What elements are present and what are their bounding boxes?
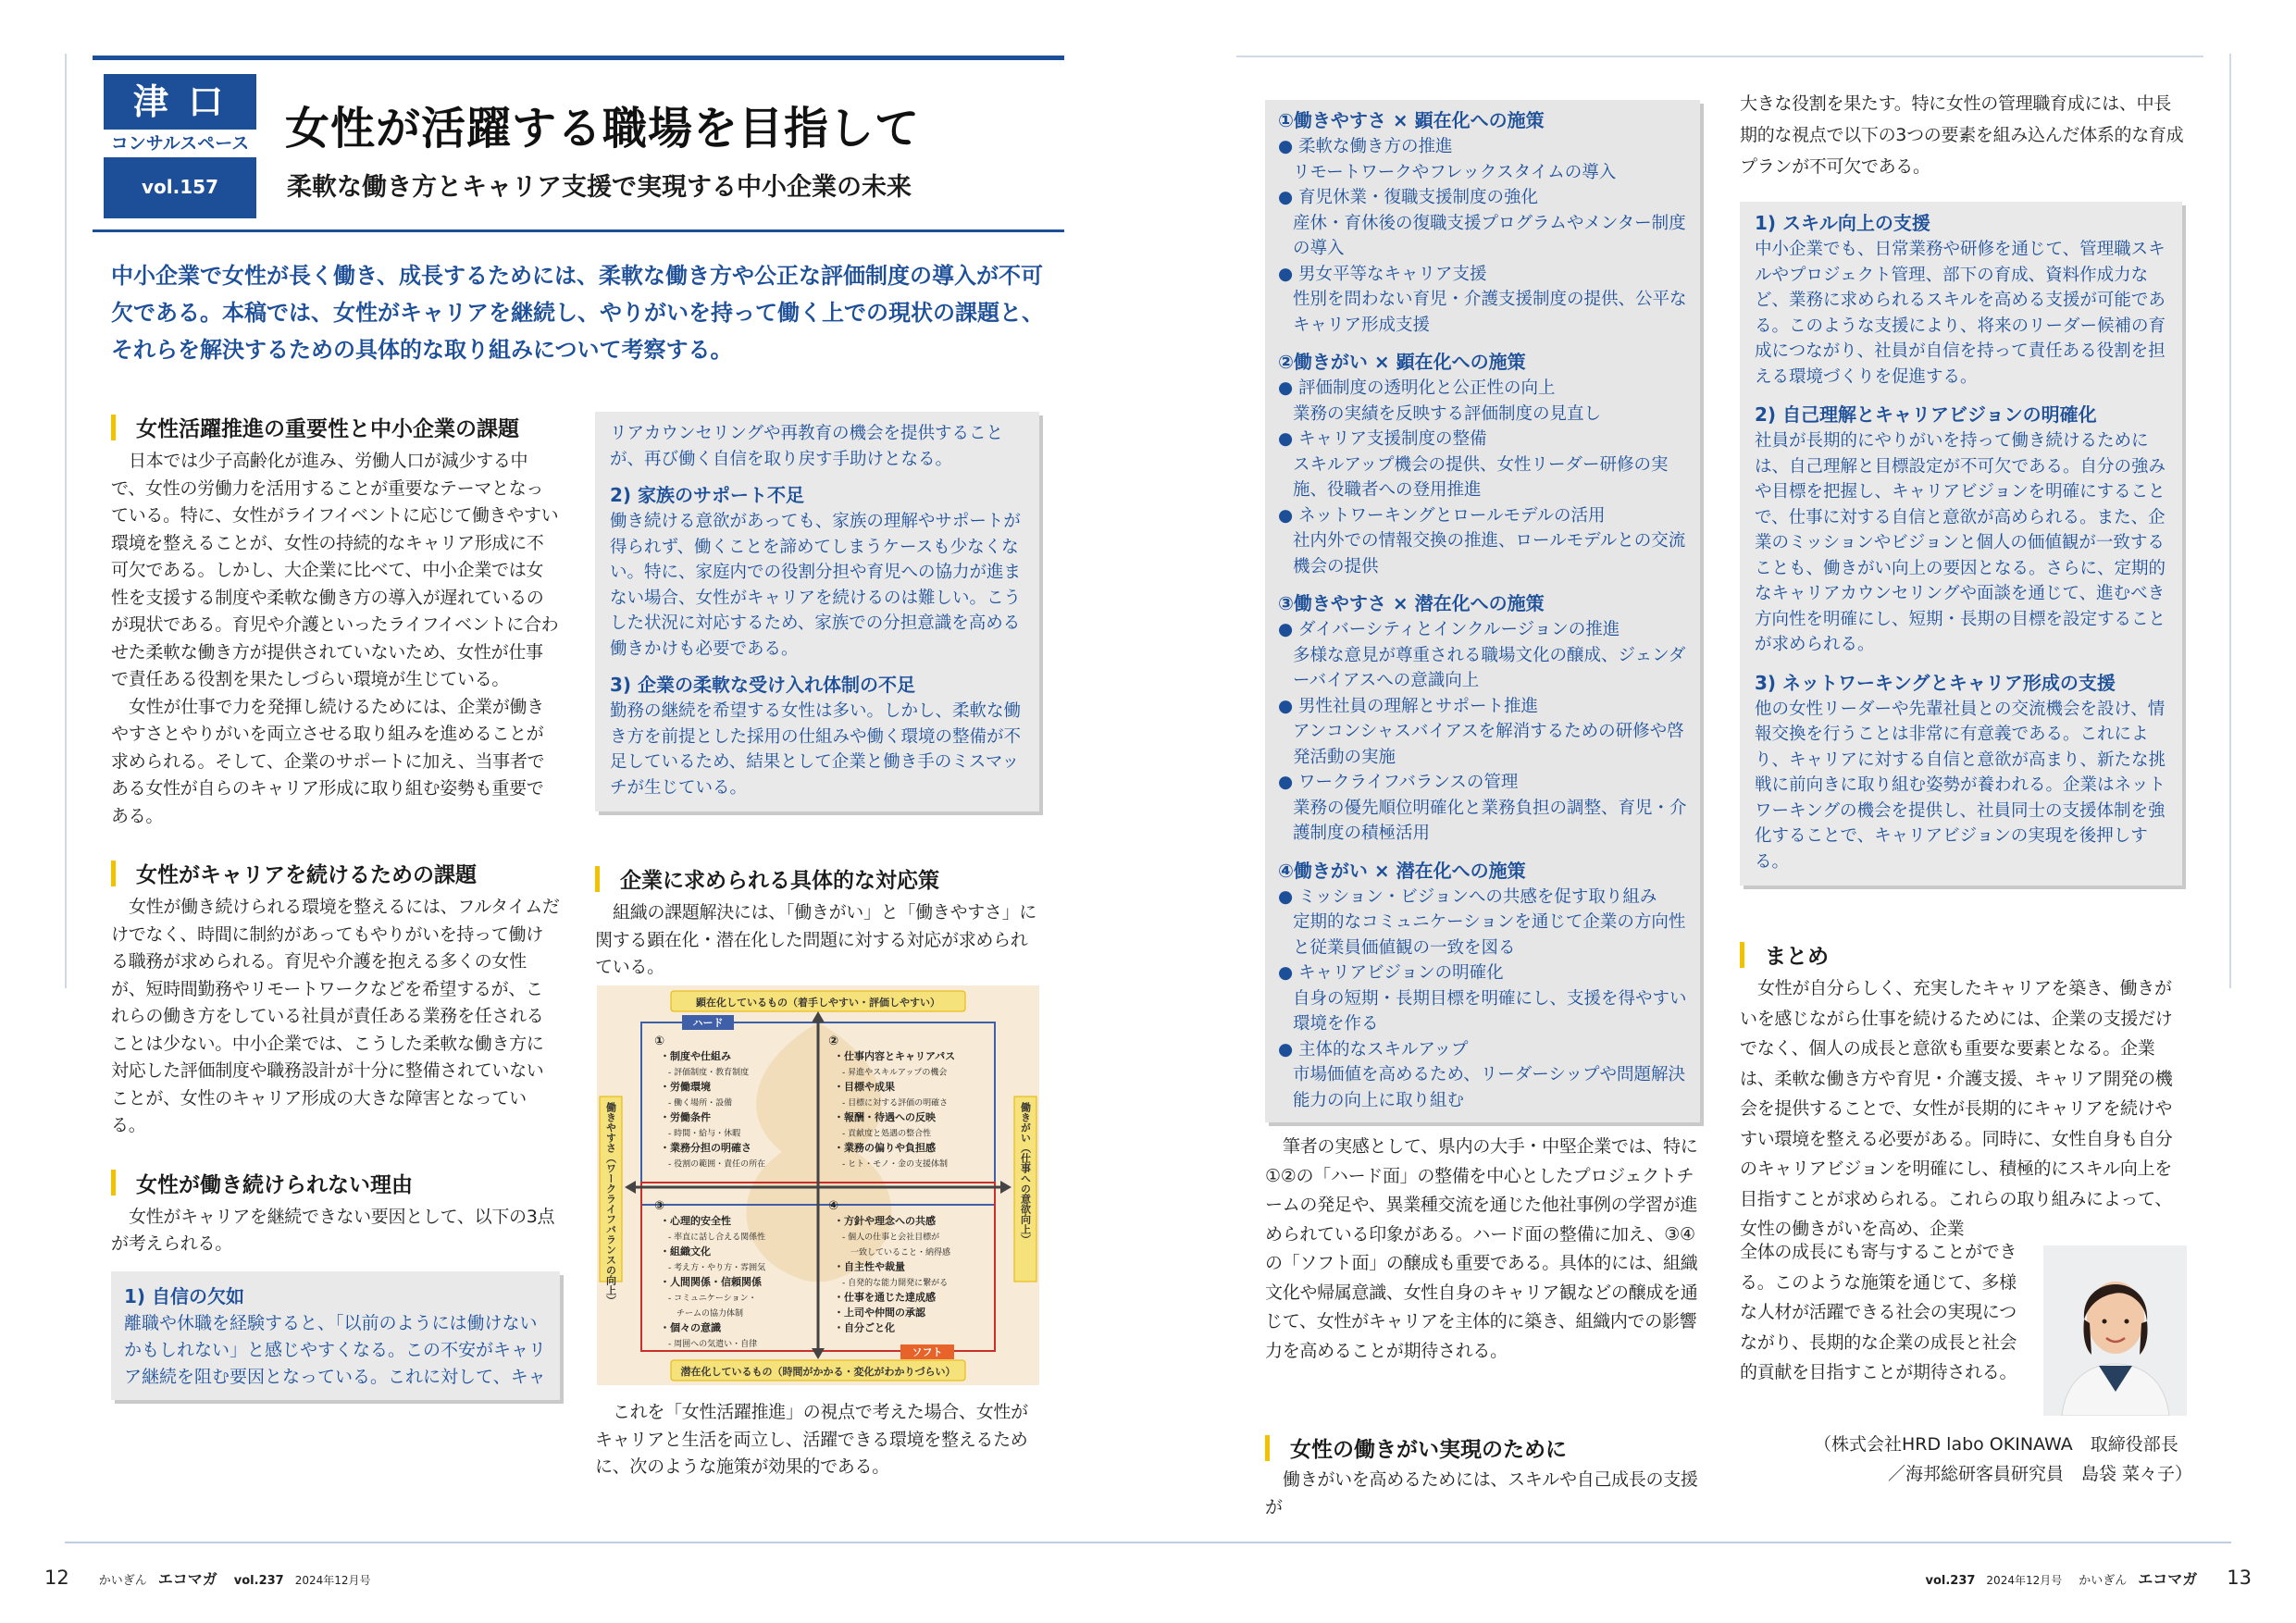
measure-item-title: ● キャリア支援制度の整備 xyxy=(1278,429,1487,449)
measure-item-detail: 性別を問わない育児・介護支援制度の提供、公平なキャリア形成支援 xyxy=(1293,290,1687,335)
date-left: 2024年12月号 xyxy=(294,1574,371,1587)
date-right: 2024年12月号 xyxy=(1986,1574,2063,1587)
section-3-body: 女性がキャリアを継続できない要因として、以下の3点が考えられる。 xyxy=(111,1206,555,1254)
measure-3-title: ③働きやすさ × 潜在化への施策 xyxy=(1278,592,1545,614)
top-rule xyxy=(93,56,1064,60)
section-heading-3: 女性が働き続けられない理由 xyxy=(111,1168,560,1198)
mag-brand-right: エコマガ xyxy=(2138,1570,2198,1588)
footer-rule xyxy=(65,1542,2231,1543)
measure-4-title: ④働きがい × 潜在化への施策 xyxy=(1278,859,1526,882)
author-line-1: （株式会社HRD labo OKINAWA 取締役部長 xyxy=(1814,1434,2178,1455)
section-heading-2: 女性がキャリアを続けるための課題 xyxy=(111,858,560,888)
quadrant-item: ・仕事内容とキャリアパス xyxy=(834,1050,956,1062)
section-2-body: 女性が働き続けられる環境を整えるには、フルタイムだけでなく、時間に制約があってもやりがいを持って働ける職務が求められる。育児や介護を抱える多くの女性が、短時間勤務やリモートワークなどを希望するが、これらの働き方をしている社員が責任ある業務を任されることは少ない。中小企業では、こうした柔軟な働き方に対応した評価制度や職務設計が十分に整備されていないことが、女性のキャリア形成の大きな障害となっている。 xyxy=(111,897,560,1135)
measure-item-detail: 定期的なコミュニケーションを通じて企業の方向性と従業員価値観の一致を図る xyxy=(1293,912,1686,958)
measure-item-detail: リモートワークやフレックスタイムの導入 xyxy=(1293,162,1617,182)
reason-box-continued xyxy=(595,412,1039,812)
column-4-top: 大きな役割を果たす。特に女性の管理職育成には、中長期的な視点で以下の3つの要素を組み込んだ体系的な育成プランが不可欠である。 xyxy=(1740,93,2184,177)
column-1 xyxy=(111,412,560,1400)
quadrant-item: ・個々の意識 xyxy=(660,1321,721,1334)
author-tag xyxy=(104,74,256,218)
measure-item-title: ● ネットワーキングとロールモデルの活用 xyxy=(1278,505,1606,526)
quadrant-item: ・業務の偏りや負担感 xyxy=(834,1142,936,1154)
measure-item-title: ● 柔軟な働き方の推進 xyxy=(1278,137,1453,156)
tag-name: 津 口 xyxy=(132,81,228,122)
column-3-body-2: 働きがいを高めるためには、スキルや自己成長の支援が xyxy=(1265,1469,1698,1518)
quadrant-item: ・目標や成果 xyxy=(834,1081,895,1093)
measure-item-detail: 社内外での情報交換の推進、ロールモデルとの交流機会の提供 xyxy=(1293,531,1686,576)
left-edge-rule xyxy=(65,54,67,988)
quadrant-item: - 個人の仕事と会社目標が xyxy=(834,1233,940,1243)
tag-vol: vol.157 xyxy=(142,176,218,198)
quadrant-item: - 率直に話し合える関係性 xyxy=(660,1233,766,1243)
section-heading-4: 企業に求められる具体的な対応策 xyxy=(595,863,1039,894)
lead-paragraph: 中小企業で女性が長く働き、成長するためには、柔軟な働き方や公正な評価制度の導入が不可欠である。本稿では、女性がキャリアを継続し、やりがいを持って働く上での現状の課題と、それらを解決するための具体的な取り組みについて考察する。 xyxy=(111,263,1044,363)
soft-label: ソフト xyxy=(912,1346,943,1358)
measure-item-title: ● ミッション・ビジョンへの共感を促す取り組み xyxy=(1278,886,1657,907)
quadrant-item: ・業務分担の明確さ xyxy=(660,1142,751,1154)
measure-item-title: ● 主体的なスキルアップ xyxy=(1278,1039,1469,1059)
support-1-text: 中小企業でも、日常業務や研修を通じて、管理職スキルやプロジェクト管理、部下の育成、資料作成力など、業務に求められるスキルを高める支援が可能である。このような支援により、将来のリーダー候補の育成につながり、社員が自信を持って責任ある役割を担える環境づくりを促進する。 xyxy=(1755,240,2166,387)
quadrant-item: ・労働環境 xyxy=(660,1081,711,1093)
reason-2-text: 働き続ける意欲があっても、家族の理解やサポートが得られず、働くことを諦めてしまうケースも少なくない。特に、家庭内での役割分担や育児への協力が進まない場合、女性がキャリアを続けるのは難しい。こうした状況に対応するため、家族での分担意識を高める働きかけも必要である。 xyxy=(610,512,1022,659)
quadrant-item: ・仕事を通じた達成感 xyxy=(834,1291,936,1304)
measure-item-detail: 多様な意見が尊重される職場文化の醸成、ジェンダーバイアスへの意識向上 xyxy=(1293,645,1686,690)
diagram-right-label: 働きがい（仕事への意欲向上） xyxy=(1019,1102,1032,1245)
right-edge-rule xyxy=(2229,54,2231,988)
support-2-title: 2) 自己理解とキャリアビジョンの明確化 xyxy=(1755,403,2097,426)
measure-item-title: ● 男女平等なキャリア支援 xyxy=(1278,264,1487,284)
tag-series: コンサルスペース xyxy=(104,130,256,157)
diagram-bottom-label: 潜在化しているもの（時間がかかる・変化がわかりづらい） xyxy=(680,1366,956,1378)
measure-3-list xyxy=(1278,617,1687,847)
quadrant-item: - 周囲への気遣い・自律 xyxy=(660,1340,758,1349)
mag-name-right: かいぎん xyxy=(2079,1574,2128,1588)
support-3-title: 3) ネットワーキングとキャリア形成の支援 xyxy=(1755,671,2116,694)
quadrant-item: ・上司や仲間の承認 xyxy=(834,1307,925,1319)
support-2-text: 社員が長期的にやりがいを持って働き続けるためには、自己理解と目標設定が不可欠である。自分の強みや目標を把握し、キャリアビジョンを明確にすることで、仕事に対する自信と意欲が高められる。また、企業のミッションやビジョンと個人の価値観が一致することも、働きがい向上の要因となる。さらに、定期的なキャリアカウンセリングや面談を通じて、進むべき方向性を明確にし、短期・長期の目標を設定することが求められる。 xyxy=(1755,431,2166,654)
reason-1-text: 離職や休職を経験すると、「以前のようには働けないかもしれない」と感じやすくなる。この不安がキャリア継続を阻む要因となっている。これに対して、キャ xyxy=(124,1312,547,1387)
measure-item-title: ● キャリアビジョンの明確化 xyxy=(1278,963,1504,983)
measure-1-title: ①働きやすさ × 顕在化への施策 xyxy=(1278,109,1545,131)
quadrant-item: - 働く場所・設備 xyxy=(660,1098,733,1109)
page-number-left: 12 xyxy=(44,1567,69,1589)
quadrant-item: - コミュニケーション・ xyxy=(660,1294,757,1304)
top-rule-right xyxy=(1236,56,2203,57)
summary-body-2: 全体の成長にも寄与することができる。このような施策を通じて、多様な人材が活躍できる社会の実現につながり、長期的な企業の成長と社会的貢献を目指すことが期待される。 xyxy=(1740,1242,2017,1382)
quadrant-item: - 自発的な能力開発に繋がる xyxy=(834,1279,949,1288)
quadrant-item: ・組織文化 xyxy=(660,1245,711,1258)
section-heading-1: 女性活躍推進の重要性と中小企業の課題 xyxy=(111,412,560,442)
diagram-left-label: 働きやすさ（ワークライフバランスの向上） xyxy=(604,1102,617,1306)
quadrant-item: - 考え方・やり方・雰囲気 xyxy=(660,1263,766,1273)
quadrant-item: - 昇進やスキルアップの機会 xyxy=(834,1068,948,1078)
quadrant-number: ③ xyxy=(654,1199,665,1213)
author-line-2: ／海邦総研客員研究員 島袋 菜々子） xyxy=(1888,1464,2193,1484)
measure-item-detail: 産休・育休後の復職支援プログラムやメンター制度の導入 xyxy=(1293,213,1686,258)
measure-item-title: ● 育児休業・復職支援制度の強化 xyxy=(1278,188,1539,207)
reason-box-1 xyxy=(111,1271,560,1400)
measure-2-list xyxy=(1278,376,1687,579)
measure-item-title: ● 男性社員の理解とサポート推進 xyxy=(1278,696,1539,716)
quadrant-item: - 時間・給与・休暇 xyxy=(660,1129,741,1139)
section-heading-5: 女性の働きがい実現のために xyxy=(1265,1432,1567,1463)
section-4-body-2: これを「女性活躍推進」の視点で考えた場合、女性がキャリアと生活を両立し、活躍できる環境を整えるために、次のような施策が効果的である。 xyxy=(595,1402,1028,1477)
quadrant-item: - 評価制度・教育制度 xyxy=(660,1068,750,1078)
measure-2-title: ②働きがい × 顕在化への施策 xyxy=(1278,351,1526,373)
page-title: 女性が活躍する職場を目指して xyxy=(285,103,921,155)
quadrant-item: ・制度や仕組み xyxy=(660,1050,731,1062)
quadrant-number: ① xyxy=(654,1035,665,1048)
measure-4-list xyxy=(1278,885,1687,1114)
reason-1-continued: リアカウンセリングや再教育の機会を提供することが、再び働く自信を取り戻す手助けとなる。 xyxy=(610,424,1003,469)
quadrant-diagram xyxy=(597,985,1039,1385)
quadrant-item: ・自主性や裁量 xyxy=(834,1260,905,1273)
vol-left: vol.237 xyxy=(233,1574,284,1588)
measure-item-detail: 市場価値を高めるため、リーダーシップや問題解決能力の向上に取り組む xyxy=(1293,1065,1686,1110)
section-4-body: 組織の課題解決には、「働きがい」と「働きやすさ」に関する顕在化・潜在化した問題に対する対応が求められている。 xyxy=(595,902,1037,977)
column-2 xyxy=(595,412,1039,982)
measure-item-detail: スキルアップ機会の提供、女性リーダー研修の実施、役職者への登用推進 xyxy=(1293,454,1669,500)
measure-1-list xyxy=(1278,134,1687,338)
quadrant-item: ・方針や理念への共感 xyxy=(834,1215,936,1227)
measure-item-detail: アンコンシャスバイアスを解消するための研修や啓発活動の実施 xyxy=(1293,722,1684,767)
quadrant-item: 一致していること・納得感 xyxy=(834,1248,951,1258)
footer-right xyxy=(1925,1567,2252,1589)
header-rule xyxy=(93,229,1064,232)
vol-right: vol.237 xyxy=(1925,1574,1976,1588)
quadrant-item: - 役割の範囲・責任の所在 xyxy=(660,1159,766,1170)
author-photo xyxy=(2043,1245,2187,1416)
measure-item-detail: 業務の実績を反映する評価制度の見直し xyxy=(1293,403,1602,424)
measure-item-title: ● ダイバーシティとインクルージョンの推進 xyxy=(1278,620,1620,639)
quadrant-item: チームの協力体制 xyxy=(660,1309,744,1319)
reason-3-text: 勤務の継続を希望する女性は多い。しかし、柔軟な働き方を前提とした採用の仕組みや働く環境の整備が不足しているため、結果として企業と働き手のミスマッチが生じている。 xyxy=(610,701,1022,798)
quadrant-item: - 貢献度と処遇の整合性 xyxy=(834,1129,932,1139)
measure-item-detail: 自身の短期・長期目標を明確にし、支援を得やすい環境を作る xyxy=(1293,988,1687,1034)
page-subtitle: 柔軟な働き方とキャリア支援で実現する中小企業の未来 xyxy=(287,173,912,202)
column-3-body: 筆者の実感として、県内の大手・中堅企業では、特に①②の「ハード面」の整備を中心としたプロジェクトチームの発足や、異業種交流を通じた他社事例の学習が進められている印象がある。ハード面の整備に加え、③④の「ソフト面」の醸成も重要である。具体的には、組織文化や帰属意識、女性自身のキャリア観などの醸成を通じて、女性がキャリアを主体的に築き、組織内での影響力を高めることが期待される。 xyxy=(1265,1136,1698,1361)
mag-name-left: かいぎん xyxy=(98,1574,147,1588)
quadrant-item: ・人間関係・信頼関係 xyxy=(660,1276,762,1288)
support-box xyxy=(1740,202,2182,886)
reason-2-title: 2) 家族のサポート不足 xyxy=(610,484,805,506)
support-1-title: 1) スキル向上の支援 xyxy=(1755,212,1930,234)
measure-item-title: ● ワークライフバランスの管理 xyxy=(1278,773,1519,792)
summary-heading: まとめ xyxy=(1740,939,1829,970)
reason-3-title: 3) 企業の柔軟な受け入れ体制の不足 xyxy=(610,674,916,696)
summary-body: 女性が自分らしく、充実したキャリアを築き、働きがいを感じながら仕事を続けるためには、企業の支援だけでなく、個人の成長と意欲も重要な要素となる。企業は、柔軟な働き方や育児・介護支援、キャリア開発の機会を提供することで、女性が長期的にキャリアを続けやすい環境を整える必要がある。同時に、女性自身も自分のキャリアビジョンを明確にし、積極的にスキル向上を目指すことが求められる。これらの取り組みによって、女性の働きがいを高め、企業 xyxy=(1740,978,2173,1239)
diagram-top-label: 顕在化しているもの（着手しやすい・評価しやすい） xyxy=(696,997,940,1009)
quadrant-number: ② xyxy=(828,1035,839,1048)
hard-label: ハード xyxy=(692,1017,724,1029)
quadrant-item: - ヒト・モノ・金の支援体制 xyxy=(834,1159,949,1170)
mag-brand-left: エコマガ xyxy=(157,1570,217,1588)
measure-item-detail: 業務の優先順位明確化と業務負担の調整、育児・介護制度の積極活用 xyxy=(1293,798,1687,843)
quadrant-item: - 目標に対する評価の明確さ xyxy=(834,1098,949,1109)
quadrant-item: ・報酬・待遇への反映 xyxy=(834,1111,936,1123)
page-number-right: 13 xyxy=(2227,1567,2252,1589)
quadrant-item: ・心理的安全性 xyxy=(660,1215,731,1227)
support-3-text: 他の女性リーダーや先輩社員との交流機会を設け、情報交換を行うことは非常に有意義である。これにより、キャリアに対する自信と意欲が高まり、新たな挑戦に前向きに取り組む姿勢が養われる。企業はネットワーキングの機会を提供し、社員同士の支援体制を強化することで、キャリアビジョンの実現を後押しする。 xyxy=(1755,699,2166,872)
quadrant-number: ④ xyxy=(828,1199,839,1213)
reason-1-title: 1) 自信の欠如 xyxy=(124,1284,245,1307)
footer-left xyxy=(44,1567,371,1589)
quadrant-item: ・労働条件 xyxy=(660,1111,711,1123)
quadrant-item: ・自分ごと化 xyxy=(834,1321,895,1334)
measures-box xyxy=(1265,100,1700,1122)
section-1-body: 日本では少子高齢化が進み、労働人口が減少する中で、女性の労働力を活用することが重要なテーマとなっている。特に、女性がライフイベントに応じて働きやすい環境を整えることが、女性の持続的なキャリア形成に不可欠である。しかし、大企業に比べて、中小企業では女性を支援する制度や柔軟な働き方の導入が遅れているのが現状である。育児や介護といったライフイベントに合わせた柔軟な働き方が提供されていないため、女性が仕事で責任ある役割を果たしづらい環境が生じている。 女性が仕事で力を発揮し続けるためには、企業が働きやすさとやりがいを両立させる取り組みを進めることが求められる。そして、企業のサポートに加え、当事者である女性が自らのキャリア形成に取り組む姿勢も重要である。 xyxy=(111,451,559,826)
measure-item-title: ● 評価制度の透明化と公正性の向上 xyxy=(1278,378,1556,398)
